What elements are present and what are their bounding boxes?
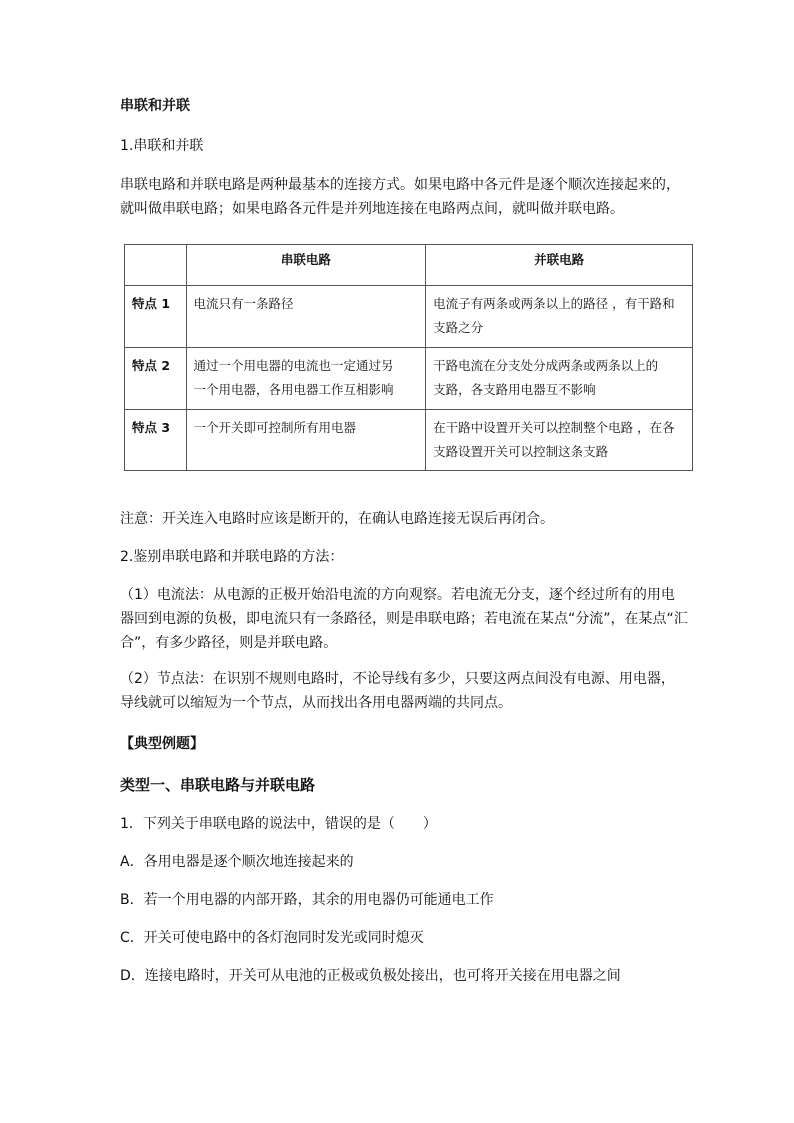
method-current-paragraph [120, 583, 700, 655]
table-cell-series [186, 410, 426, 471]
method-node-paragraph [120, 667, 700, 715]
cell-text: 通过一个用电器的电流也一定通过另 [193, 358, 394, 373]
section-heading-2: 2.鉴别串联电路和并联电路的方法： [120, 549, 344, 565]
cell-text: 干路电流在分支处分成两条或两条以上的 [433, 358, 659, 373]
table-row [125, 410, 693, 471]
comparison-table [124, 244, 693, 471]
question-option: C．开关可使电路中的各灯泡同时发光或同时熄灭 [120, 930, 424, 946]
method-line: 导线就可以缩短为一个节点，从而找出各用电器两端的共同点。 [120, 695, 512, 711]
method-line: （1）电流法：从电源的正极开始沿电流的方向观察。若电流无分支，逐个经过所有的用电 [120, 587, 675, 603]
type-heading: 类型一、串联电路与并联电路 [120, 776, 316, 794]
table-cell-series [186, 286, 426, 348]
question-option: D．连接电路时，开关可从电池的正极或负极处接出，也可将开关接在用电器之间 [120, 968, 621, 984]
cell-text: 支路之分 [433, 320, 484, 335]
question-stem: 1．下列关于串联电路的说法中，错误的是（ ） [120, 816, 437, 832]
table-row [125, 286, 693, 348]
question-option: A．各用电器是逐个顺次地连接起来的 [120, 854, 354, 870]
examples-heading: 【典型例题】 [120, 736, 204, 752]
table-header-cell: 串联电路 [186, 245, 426, 286]
table-header-row [125, 245, 693, 286]
table-row-key: 特点 3 [125, 410, 187, 471]
method-line: 器回到电源的负极，即电流只有一条路径，则是串联电路；若电流在某点“分流”，在某点“汇 [120, 611, 688, 627]
intro-line: 就叫做串联电路；如果电路各元件是并列地连接在电路两点间，就叫做并联电路。 [120, 201, 624, 217]
table-cell-parallel [426, 410, 693, 471]
table-cell-parallel [426, 286, 693, 348]
table-row-key: 特点 2 [125, 348, 187, 410]
table-cell-parallel [426, 348, 693, 410]
section-heading-1: 1.串联和并联 [120, 138, 204, 154]
method-line: （2）节点法：在识别不规则电路时，不论导线有多少，只要这两点间没有电源、用电器， [120, 671, 675, 687]
cell-text: 一个开关即可控制所有用电器 [193, 420, 357, 435]
intro-line: 串联电路和并联电路是两种最基本的连接方式。如果电路中各元件是逐个顺次连接起来的， [120, 177, 680, 193]
question-option: B．若一个用电器的内部开路，其余的用电器仍可能通电工作 [120, 892, 494, 908]
table-row [125, 348, 693, 410]
intro-paragraph [120, 173, 700, 221]
table-header-cell: 并联电路 [426, 245, 693, 286]
table-row-key: 特点 1 [125, 286, 187, 348]
cell-text: 支路设置开关可以控制这条支路 [433, 444, 609, 459]
cell-text: 电流子有两条或两条以上的路径 ，有干路和 [433, 296, 675, 311]
table-cell-series [186, 348, 426, 410]
method-line: 合”，有多少路径，则是并联电路。 [120, 635, 338, 651]
cell-text: 在干路中设置开关可以控制整个电路 ，在各 [433, 420, 675, 435]
cell-text: 支路，各支路用电器互不影响 [433, 382, 596, 397]
note-text: 注意：开关连入电路时应该是断开的，在确认电路连接无误后再闭合。 [120, 511, 554, 527]
cell-text: 一个用电器，各用电器工作互相影响 [193, 382, 394, 397]
page-title: 串联和并联 [120, 98, 190, 114]
cell-text: 电流只有一条路径 [193, 296, 294, 311]
table-header-cell [125, 245, 187, 286]
